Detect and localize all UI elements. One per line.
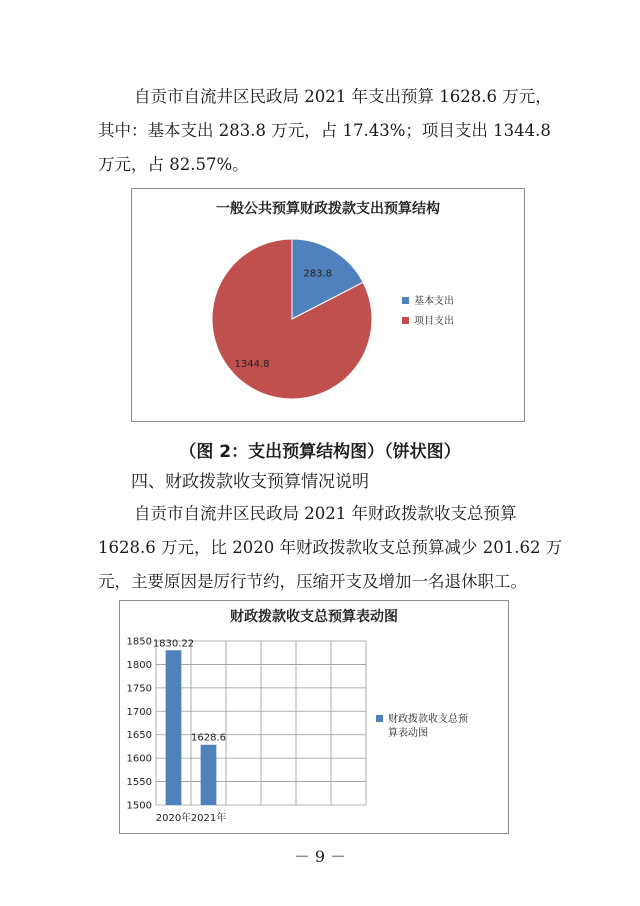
legend-swatch	[376, 715, 383, 722]
paragraph-line: 自贡市自流井区民政局 2021 年财政拨款收支总预算	[134, 504, 517, 523]
bar-chart	[120, 601, 508, 833]
paragraph-line: 其中：基本支出 283.8 万元，占 17.43%；项目支出 1344.8	[98, 121, 551, 140]
pie-data-label: 283.8	[303, 268, 333, 280]
paragraph-line: 自贡市自流井区民政局 2021 年支出预算 1628.6 万元，	[134, 87, 552, 106]
bar-data-label: 1830.22	[152, 638, 195, 650]
paragraph-expenditure-summary	[98, 80, 558, 182]
paragraph-line: 万元，占 82.57%。	[98, 155, 249, 174]
legend-swatch	[402, 317, 409, 324]
y-tick-label: 1750	[126, 683, 152, 695]
x-tick-label: 2020年	[155, 813, 192, 824]
bar-2020年	[166, 650, 182, 805]
pie-chart-frame	[131, 188, 525, 422]
page-number: － 9 －	[293, 847, 347, 866]
y-tick-label: 1800	[126, 659, 152, 671]
y-tick-label: 1700	[126, 706, 152, 718]
legend-swatch	[402, 297, 409, 304]
paragraph-line: 元，主要原因是厉行节约，压缩开支及增加一名退休职工。	[98, 572, 527, 591]
pie-data-label: 1344.8	[234, 359, 270, 370]
section-heading: 四、财政拨款收支预算情况说明	[131, 472, 369, 492]
paragraph-budget-change	[98, 497, 563, 599]
paragraph-line: 1628.6 万元，比 2020 年财政拨款收支总预算减少 201.62 万	[98, 538, 563, 557]
figure-caption: （图 2：支出预算结构图）（饼状图）	[179, 442, 461, 462]
legend-label: 项目支出	[414, 316, 454, 327]
legend-label-continued: 算表动图	[388, 728, 428, 739]
y-tick-label: 1850	[126, 636, 152, 648]
y-tick-label: 1650	[126, 730, 152, 742]
bar-2021年	[201, 745, 217, 805]
pie-chart-title: 一般公共预算财政拨款支出预算结构	[216, 201, 440, 217]
bar-chart-title: 财政拨款收支总预算表动图	[230, 609, 398, 625]
pie-chart	[132, 189, 524, 421]
legend-label: 基本支出	[414, 296, 454, 307]
y-tick-label: 1500	[126, 800, 152, 812]
bar-chart-frame	[119, 600, 509, 834]
y-tick-label: 1550	[126, 777, 152, 789]
y-tick-label: 1600	[126, 753, 152, 765]
x-tick-label: 2021年	[190, 813, 227, 824]
legend-label: 财政拨款收支总预	[388, 714, 468, 725]
bar-data-label: 1628.6	[191, 732, 226, 744]
